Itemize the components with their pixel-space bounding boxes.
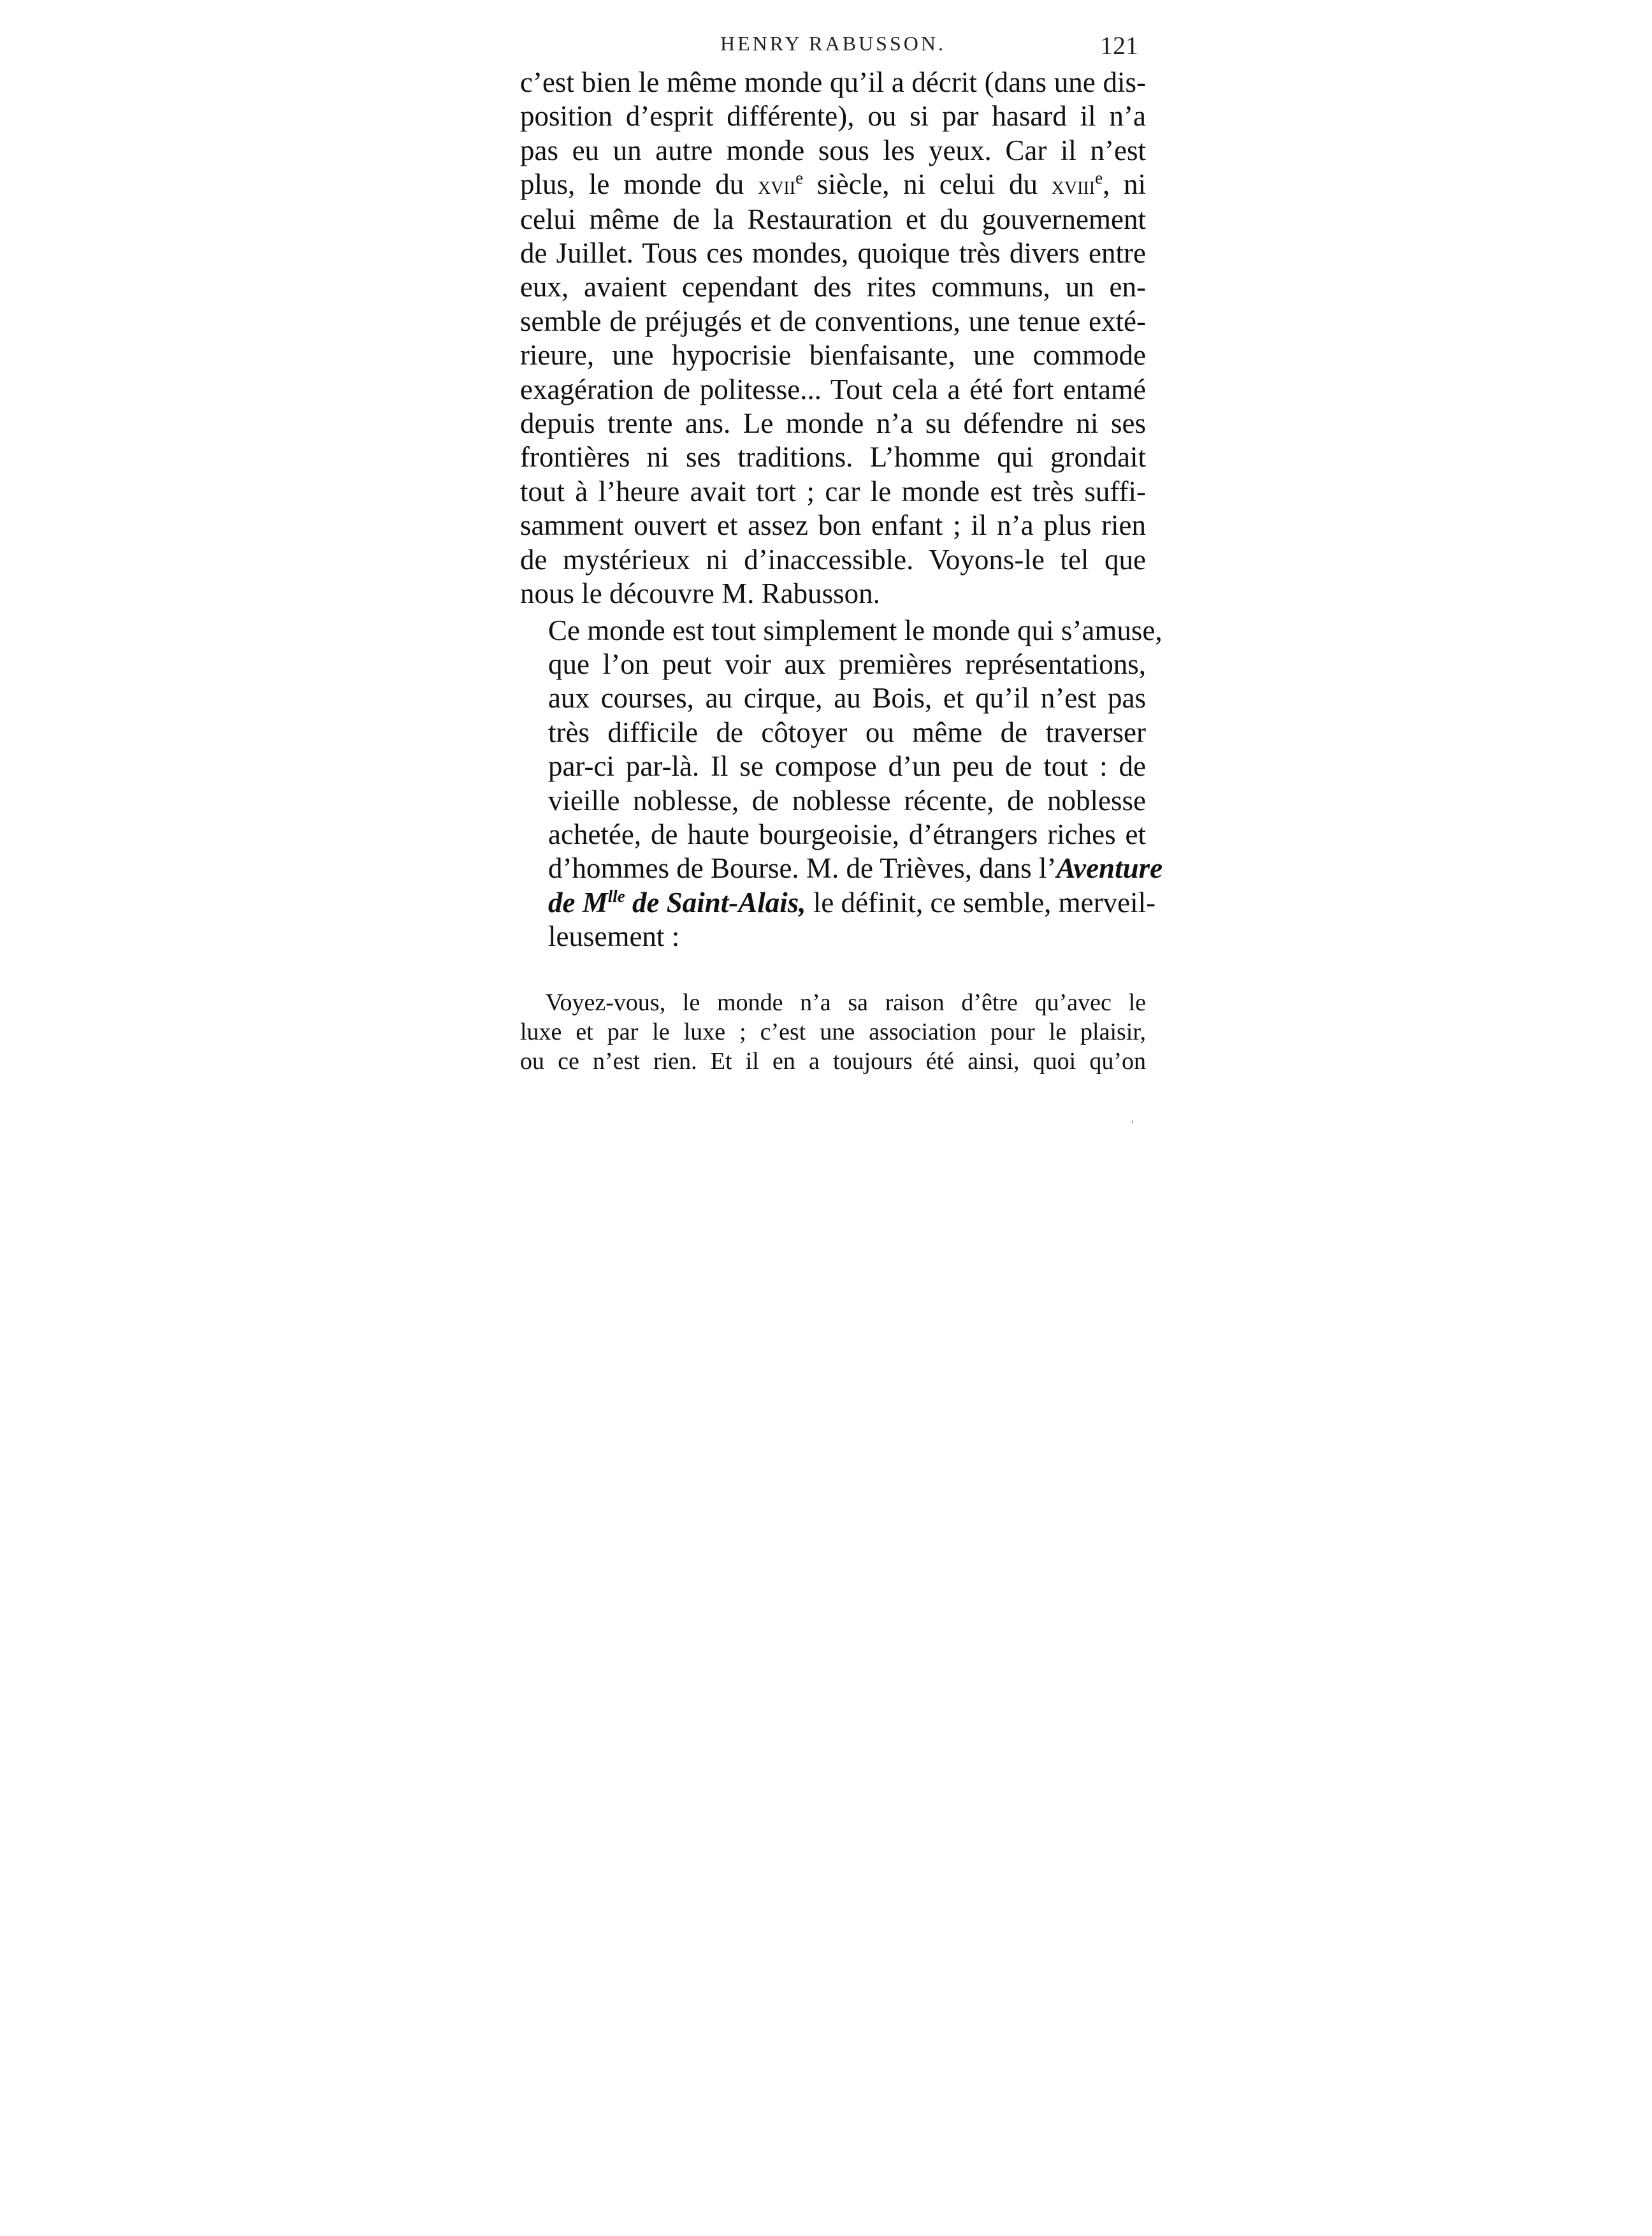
- century-roman-18: xviii: [1051, 171, 1096, 200]
- text-line: celui même de la Restauration et du gouvernement: [520, 203, 1146, 235]
- superscript: e: [1095, 168, 1103, 188]
- text-line: de Juillet. Tous ces mondes, quoique très divers entre: [520, 237, 1146, 270]
- text-line: leusement :: [548, 920, 680, 953]
- text-line: depuis trente ans. Le monde n’a su défendre ni ses: [520, 407, 1146, 440]
- text-line: frontières ni ses traditions. L’homme qui grondait: [520, 441, 1146, 474]
- text-line: de mystérieux ni d’inaccessible. Voyons-le tel que: [520, 543, 1146, 576]
- text-line: par-ci par-là. Il se compose d’un peu de tout : de: [548, 750, 1146, 783]
- text-line: samment ouvert et assez bon enfant ; il n’a plus rien: [520, 509, 1146, 542]
- text-line: que l’on peut voir aux premières représentations,: [548, 648, 1146, 680]
- text-line: rieure, une hypocrisie bienfaisante, une commode: [520, 339, 1146, 372]
- paragraph-2: [520, 614, 1163, 954]
- book-title-italic: de M: [548, 886, 608, 918]
- century-roman-17: xvii: [757, 171, 796, 200]
- text-line: nous le découvre M. Rabusson.: [520, 577, 880, 610]
- quote-line: Voyez-vous, le monde n’a sa raison d’être qu’avec le: [546, 989, 1146, 1016]
- text-line-title: [520, 852, 1163, 885]
- page-number: 121: [1100, 31, 1138, 60]
- body-text: [520, 66, 1163, 954]
- running-head: [520, 27, 1146, 65]
- text-line-centuries: [520, 168, 1146, 202]
- block-quote: [520, 988, 1146, 1076]
- text-fragment: d’hommes de Bourse. M. de Trièves, dans l’: [548, 852, 1057, 885]
- text-line: vieille noblesse, de noblesse récente, de noblesse: [548, 784, 1146, 817]
- text-line: semble de préjugés et de conventions, une tenue exté-: [520, 305, 1146, 337]
- text-line: position d’esprit différente), ou si par hasard il n’a: [520, 100, 1146, 133]
- text-line: eux, avaient cependant des rites communs, un en-: [520, 271, 1146, 303]
- ink-speck: [1132, 1121, 1133, 1123]
- text-fragment: siècle, ni celui du: [803, 168, 1052, 201]
- superscript: e: [795, 168, 804, 188]
- superscript: lle: [607, 886, 625, 906]
- quote-line: ou ce n’est rien. Et il en a toujours été ainsi, quoi qu’on: [520, 1048, 1146, 1075]
- book-title-italic: Aventure: [1056, 852, 1163, 885]
- text-line: exagération de politesse... Tout cela a été fort entamé: [520, 373, 1146, 405]
- text-line: aux courses, au cirque, au Bois, et qu’il n’est pas: [548, 682, 1146, 715]
- paragraph-1: [520, 66, 1146, 611]
- text-fragment: le définit, ce semble, merveil-: [806, 886, 1156, 918]
- text-line: tout à l’heure avait tort ; car le monde est très suffi-: [520, 475, 1146, 507]
- text-fragment: , ni: [1103, 168, 1147, 201]
- text-line: pas eu un autre monde sous les yeux. Car il n’est: [520, 134, 1146, 166]
- text-line: c’est bien le même monde qu’il a décrit (dans une dis-: [520, 66, 1146, 98]
- running-title: HENRY RABUSSON.: [720, 32, 946, 55]
- text-line-title: [520, 886, 1156, 920]
- quote-line: luxe et par le luxe ; c’est une association pour le plaisir,: [520, 1019, 1146, 1045]
- text-line: Ce monde est tout simplement le monde qui s’amuse,: [548, 614, 1163, 646]
- text-fragment: plus, le monde du: [520, 168, 758, 201]
- text-line: achetée, de haute bourgeoisie, d’étrangers riches et: [548, 818, 1146, 850]
- book-title-italic: de Saint-Alais,: [625, 886, 806, 918]
- text-line: très difficile de côtoyer ou même de traverser: [548, 716, 1146, 748]
